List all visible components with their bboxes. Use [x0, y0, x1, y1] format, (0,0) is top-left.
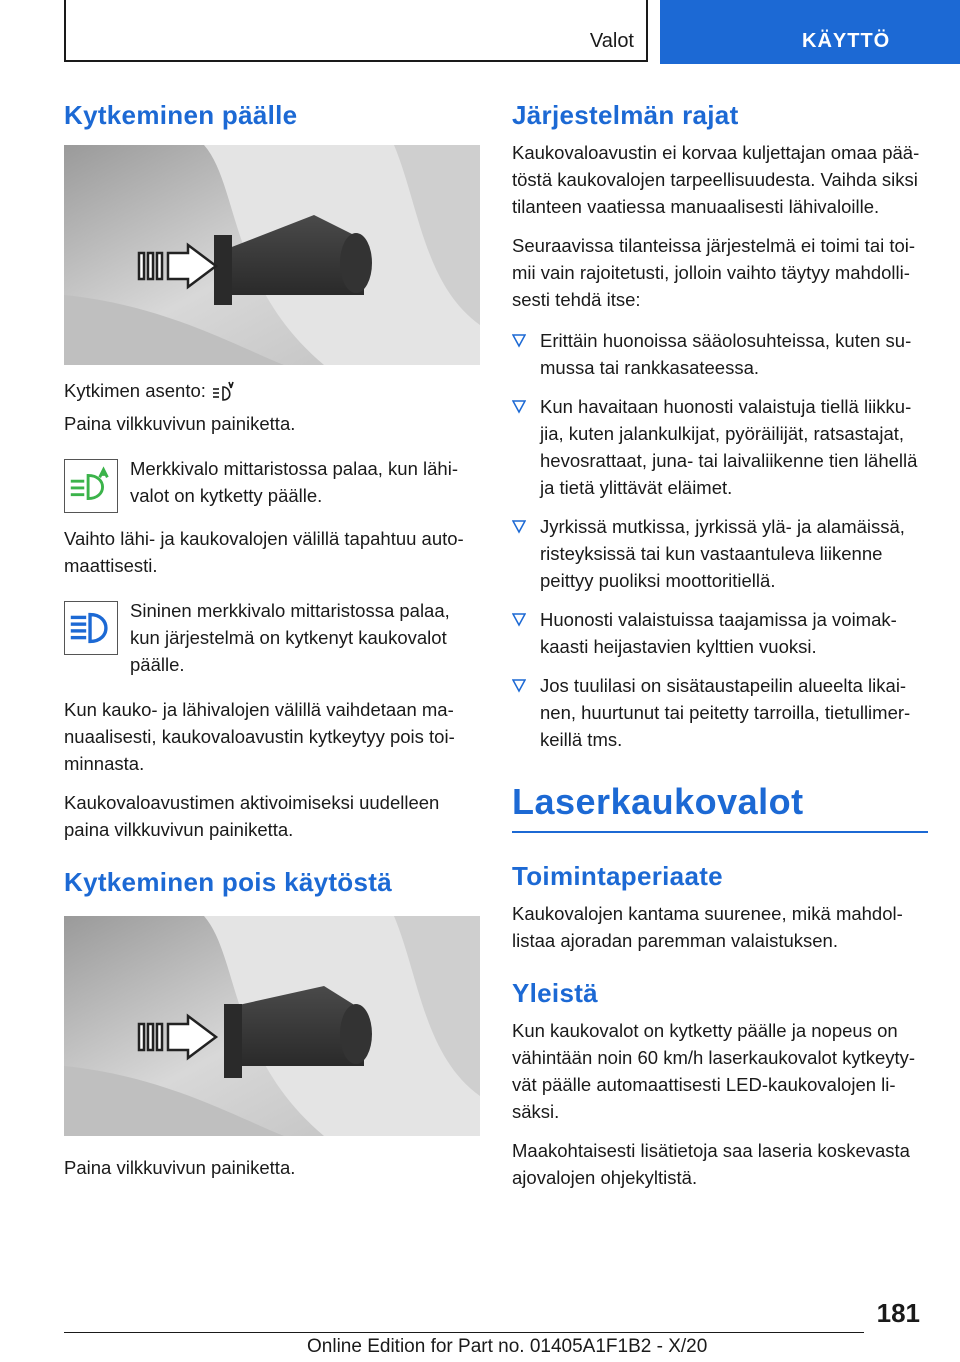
general-paragraph-2: Maakohtaisesti lisätietoja saa laseria koskevasta ajovalojen ohjekyltistä.	[512, 1140, 910, 1188]
switch-position-label: Kytkimen asento:	[64, 380, 206, 401]
left-column	[64, 100, 480, 1193]
note-blue-text: Sininen merkkivalo mittaristossa palaa, kun järjestelmä on kytkenyt kaukovalot päälle.	[130, 600, 450, 675]
footer-divider	[64, 1332, 864, 1333]
note-green-text: Merkkivalo mittaristossa palaa, kun lähi-valot on kytketty päälle.	[130, 458, 458, 506]
switch-position-line	[64, 377, 480, 404]
header-chapter-label: KÄYTTÖ	[802, 30, 891, 52]
arrow-indicator	[512, 400, 526, 414]
list-item: Huonosti valaistuissa taajamissa ja voimak-kaasti heijastavien kylttien vuoksi.	[512, 606, 928, 660]
heading-operating-principle: Toimintaperiaate	[512, 861, 723, 891]
stalk-photo-on	[64, 145, 480, 365]
high-beam-assist-icon	[211, 381, 237, 403]
list-item: Kun havaitaan huonosti valaistuja tiellä liikku-jia, kuten jalankulkijat, pyöräilijät, ratsastajat, hevosrattaat, juna- tai laivaliikenne tien lähellä ja tietä ylittävät eläimet.	[512, 393, 928, 501]
reactivate-text: Kaukovaloavustimen aktivoimiseksi uudelleen paina vilkkuvivun painiketta.	[64, 792, 440, 840]
principle-paragraph: Kaukovalojen kantama suurenee, mikä mahdol-listaa ajoradan paremman valaistuksen.	[512, 903, 903, 951]
note-green-indicator	[64, 455, 480, 513]
blue-indicator-icon	[64, 601, 118, 655]
arrow-indicator	[512, 334, 526, 348]
arrow-indicator	[512, 679, 526, 693]
heading-general: Yleistä	[512, 978, 598, 1008]
manual-switch-text: Kun kauko- ja lähivalojen välillä vaihdetaan ma-nuaalisesti, kaukovaloavustin kytkeytyy pois toi-minnasta.	[64, 699, 455, 774]
list-item: Erittäin huonoissa sääolosuhteissa, kuten su-mussa tai rankkasateessa.	[512, 327, 928, 381]
limits-list	[512, 327, 928, 753]
footer-edition: Online Edition for Part no. 01405A1F1B2 - X/20	[307, 1336, 708, 1357]
heading-laser-high-beams: Laserkaukovalot	[512, 781, 928, 833]
page-number: 181	[876, 1298, 920, 1328]
heading-switch-off: Kytkeminen pois käytöstä	[64, 867, 392, 897]
green-indicator-icon	[64, 459, 118, 513]
general-paragraph-1: Kun kaukovalot on kytketty päälle ja nopeus on vähintään noin 60 km/h laserkaukovalot kytkeyty-vät päälle automaattisesti LED-kaukovalojen li-säksi.	[512, 1020, 916, 1122]
press-button-text-off: Paina vilkkuvivun painiketta.	[64, 1157, 296, 1178]
header-section-title: Valot	[589, 30, 634, 52]
header-chapter-tab	[660, 0, 960, 64]
stalk-photo-off	[64, 916, 480, 1136]
arrow-indicator	[512, 613, 526, 627]
list-item: Jyrkissä mutkissa, jyrkissä ylä- ja alamäissä, risteyksissä tai kun vastaantuleva liikenne peittyy puoliksi moottoritiellä.	[512, 513, 928, 594]
heading-switch-on: Kytkeminen päälle	[64, 100, 298, 130]
arrow-indicator	[512, 520, 526, 534]
header-frame	[64, 0, 648, 62]
list-item: Jos tuulilasi on sisätaustapeilin alueelta likai-nen, huurtunut tai peitetty tarroilla, tietullimer-keillä tms.	[512, 672, 928, 753]
note-blue-indicator	[64, 597, 480, 678]
limits-paragraph-2: Seuraavissa tilanteissa järjestelmä ei toimi tai toi-mii vain rajoitetusti, jolloin vaihto täytyy mahdolli-sesti tehdä itse:	[512, 235, 916, 310]
auto-switch-text: Vaihto lähi- ja kaukovalojen välillä tapahtuu auto-maattisesti.	[64, 528, 464, 576]
heading-system-limits: Järjestelmän rajat	[512, 100, 739, 130]
press-button-text: Paina vilkkuvivun painiketta.	[64, 413, 296, 434]
right-column	[512, 100, 928, 1203]
limits-paragraph-1: Kaukovaloavustin ei korvaa kuljettajan omaa pää-töstä kaukovalojen tarpeellisuudesta. Vaihda siksi tilanteen vaatiessa manuaalisesti lähivaloille.	[512, 142, 920, 217]
